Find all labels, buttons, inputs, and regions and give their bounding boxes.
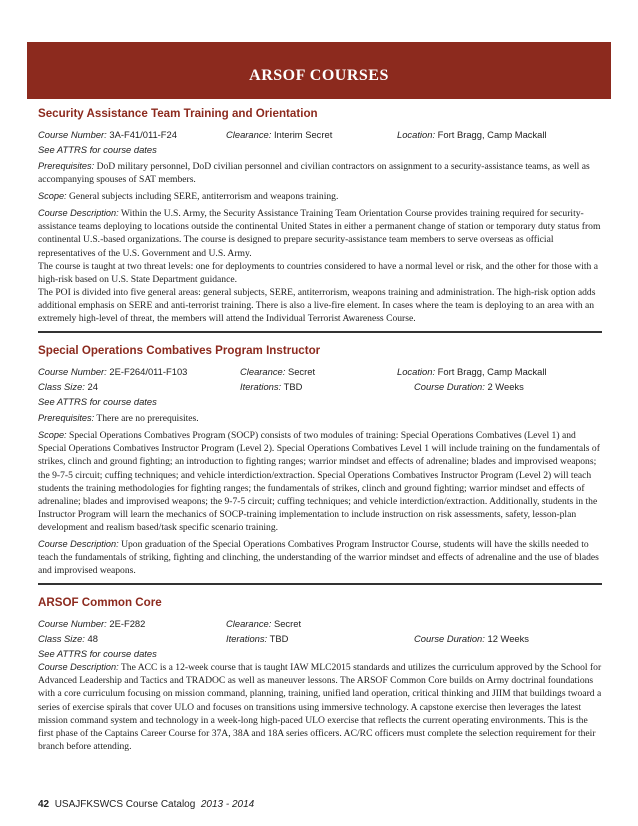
attrs-note: See ATTRS for course dates [38,396,157,408]
course-number: 2E-F282 [109,618,146,630]
duration: 2 Weeks [487,381,524,393]
course-section-combatives [38,344,602,577]
section-divider [38,331,602,333]
attrs-note: See ATTRS for course dates [38,144,157,155]
scope [38,429,602,534]
iterations-label: Iterations: [240,381,282,393]
course-section-common-core [38,596,602,753]
catalog-years: 2013 - 2014 [200,799,255,810]
description-text: Within the U.S. Army, the Security Assistance Training Team Orientation Course provides training required for security-assistance teams deploying to locations outside the continental United States in either a permanent change of station or temporary duty status from continental U.S.-based organizations. The course is designed to prepare security-assistance team members to serve overseas as official representatives of the U.S. Government and U.S. Army. [38,208,601,259]
location: Fort Bragg, Camp Mackall [437,366,547,378]
course-meta-row [38,616,602,631]
clearance-label: Clearance: [240,366,286,378]
class-size: 48 [87,633,98,645]
course-meta-row [38,379,602,394]
description-label: Course Description: [38,538,119,549]
catalog-name: USAJFKSWCS Course Catalog [54,799,196,810]
prerequisites [38,160,602,186]
location: Fort Bragg, Camp Mackall [437,129,547,140]
location-label: Location: [397,366,436,378]
description-text: The ACC is a 12-week course that is taught IAW MLC2015 standards and utilizes the curriculum approved by the School for Advanced Leadership and Tactics and TRADOC as well as maneuver lessons. The ARSOF Common Core builds on Army doctrinal foundations with a core curriculum focusing on mission command, planning, training, unified land operation, critical thinking and JIIM that buildings twoard a series of exercise spirals that cover ULO and focuses on transitions using immersive technology. A capstone exercise then leverages the latest mission command system and technology in a week-long high-paced ULO exercise that reflects the current operating environments. This is the first phase of the Captains Career Course for 37A, 38A and 18A series officers. AC/RC officers must complete the selection requirement for their branch before attending. [38,662,602,752]
scope-label: Scope: [38,191,67,202]
course-meta-row [38,127,602,142]
page-number: 42 [38,799,50,810]
scope-text: Special Operations Combatives Program (SOCP) consists of two modules of training: Special Operations Combatives (Level 1) and Special Operations Combatives Instructor Program (Level 2). Special Operations Combatives Level 1 will include training on the fundamentals of strikes, clinch and ground fighting; an introduction to fighting ranges; warrior mindset and effects of adrenaline; blades and improvised weapons; the 9-7-5 circuit; cuffing techniques; and vehicle interdiction/extraction. Special Operations Combatives Instructor Program (Level 2) will teach students the training methodologies for fighting ranges; the fundamentals of strikes, clinch and ground fighting; warrior mindset and effects of adrenaline; blades and improvised weapons; the 9-7-5 circuit; cuffing techniques; and vehicle interdiction/extraction. Additionally, students in the Instructor Program will learn the mechanics of SOCP-training implementation to include instruction on risk assessments, safety, lesson-plan development and realism based/task specific scenario training. [38,430,600,533]
course-section-security-assistance [38,107,602,325]
description-text-2: The course is taught at two threat levels: one for deployments to countries considered to have a normal level or risk, and the other for those with a high-risk based on U.S. State Department guidance. [38,260,599,285]
class-size-label: Class Size: [38,381,85,393]
clearance-label: Clearance: [226,618,272,630]
description-label: Course Description: [38,662,119,673]
scope-text: General subjects including SERE, antiterrorism and weapons training. [66,191,339,203]
duration: 12 Weeks [487,633,529,645]
banner-title: ARSOF COURSES [249,67,389,84]
clearance-label: Clearance: [226,129,272,140]
description-text-3: The POI is divided into five general areas: general subjects, SERE, antiterrorism, weapons training and administration. The high-risk option adds additional emphasis on SERE and anti-terrorist training. There is also a live-fire element. In cases where the team is deploying to an area with an extremely high-level of threat, the members will attend the Individual Terrorist Awareness Course. [38,286,596,325]
iterations: TBD [283,381,303,393]
course-description [38,207,602,325]
clearance: Secret [287,366,316,378]
prerequisites-label: Prerequisites: [38,161,95,171]
duration-label: Course Duration: [414,633,485,645]
course-description [38,661,602,753]
prerequisites [38,412,602,425]
course-number: 2E-F264/011-F103 [109,366,188,378]
page-footer [38,799,254,810]
clearance: Interim Secret [273,129,333,140]
header-banner [27,42,611,99]
course-number-label: Course Number: [38,366,107,378]
location-label: Location: [397,129,436,140]
course-title: Security Assistance Team Training and Orientation [38,107,318,120]
course-number-label: Course Number: [38,129,107,140]
scope-label: Scope: [38,430,67,441]
description-label: Course Description: [38,208,119,219]
duration-label: Course Duration: [414,381,485,393]
course-list [38,107,602,757]
scope [38,190,602,203]
prerequisites-text: There are no prerequisites. [94,413,199,425]
course-number: 3A-F41/011-F24 [109,129,177,140]
prerequisites-text: DoD military personnel, DoD civilian personnel and civilian contractors on assignment to a security-assistance teams, as well as accompanying spouses of SAT members. [38,161,590,186]
attrs-note: See ATTRS for course dates [38,648,157,660]
iterations-label: Iterations: [226,633,268,645]
prerequisites-label: Prerequisites: [38,413,95,424]
course-description [38,538,602,577]
class-size-label: Class Size: [38,633,85,645]
iterations: TBD [269,633,289,645]
course-number-label: Course Number: [38,618,107,630]
course-title: Special Operations Combatives Program Instructor [38,344,321,358]
course-title: ARSOF Common Core [38,596,162,610]
course-meta-row [38,631,602,646]
course-meta-row [38,364,602,379]
description-text: Upon graduation of the Special Operations Combatives Program Instructor Course, students will have the skills needed to teach the fundamentals of striking, fighting and clinching, the understanding of the warrior mindset and effects of adrenaline and the use of blades and improvised weapons. [38,538,599,577]
section-divider [38,583,602,585]
clearance: Secret [273,618,302,630]
class-size: 24 [87,381,98,393]
